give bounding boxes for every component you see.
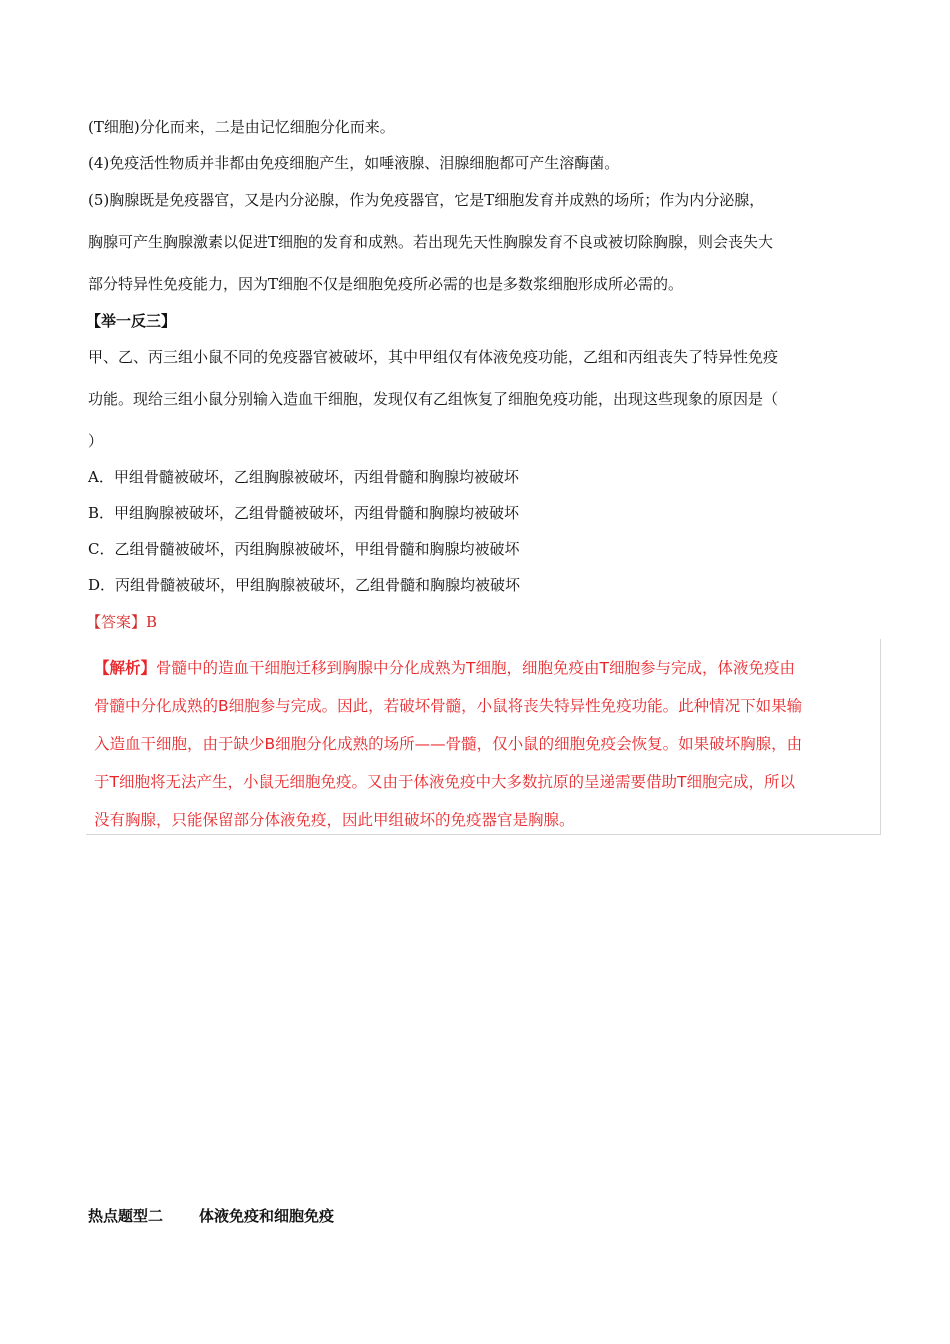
answer: 【答案】B — [86, 613, 158, 631]
intro-line-2: (4)免疫活性物质并非都由免疫细胞产生，如唾液腺、泪腺细胞都可产生溶酶菌。 — [88, 154, 620, 172]
question-line-1: 甲、乙、丙三组小鼠不同的免疫器官被破坏，其中甲组仅有体液免疫功能，乙组和丙组丧失了特异性免疫 — [88, 348, 779, 366]
intro-line-3: (5)胸腺既是免疫器官，又是内分泌腺，作为免疫器官，它是T细胞发育并成熟的场所；作为内分泌腺， — [88, 191, 765, 209]
analysis-line-1-text: 骨髓中的造血干细胞迁移到胸腺中分化成熟为T细胞，细胞免疫由T细胞参与完成，体液免疫由 — [156, 659, 795, 677]
analysis-label: 【解析】 — [94, 659, 157, 677]
analysis-line-3: 入造血干细胞，由于缺少B细胞分化成熟的场所——骨髓，仅小鼠的细胞免疫会恢复。如果破坏胸腺，由 — [94, 735, 803, 753]
section-title — [88, 1206, 334, 1226]
section-name: 体液免疫和细胞免疫 — [199, 1207, 335, 1225]
question-line-2: 功能。现给三组小鼠分别输入造血干细胞，发现仅有乙组恢复了细胞免疫功能，出现这些现象的原因是（ — [88, 390, 779, 408]
analysis-line-1 — [94, 657, 879, 679]
intro-line-5: 部分特异性免疫能力，因为T细胞不仅是细胞免疫所必需的也是多数浆细胞形成所必需的。 — [88, 275, 684, 293]
intro-line-4: 胸腺可产生胸腺激素以促进T细胞的发育和成熟。若出现先天性胸腺发育不良或被切除胸腺，则会丧失大 — [88, 233, 774, 251]
option-a: A．甲组骨髓被破坏，乙组胸腺被破坏，丙组骨髓和胸腺均被破坏 — [88, 468, 519, 486]
section-number: 热点题型二 — [88, 1207, 164, 1225]
analysis-box — [86, 639, 881, 835]
analysis-line-2: 骨髓中分化成熟的B细胞参与完成。因此，若破坏骨髓，小鼠将丧失特异性免疫功能。此种情况下如果输 — [94, 697, 803, 715]
example-heading: 【举一反三】 — [86, 312, 177, 330]
option-b: B．甲组胸腺被破坏，乙组骨髓被破坏，丙组骨髓和胸腺均被破坏 — [88, 504, 520, 522]
analysis-line-4: 于T细胞将无法产生，小鼠无细胞免疫。又由于体液免疫中大多数抗原的呈递需要借助T细胞完成，所以 — [94, 773, 795, 791]
intro-line-1: (T细胞)分化而来，二是由记忆细胞分化而来。 — [88, 118, 395, 136]
analysis-line-5: 没有胸腺，只能保留部分体液免疫，因此甲组破坏的免疫器官是胸腺。 — [94, 811, 575, 829]
question-line-3: ） — [88, 432, 104, 450]
option-d: D．丙组骨髓被破坏，甲组胸腺被破坏，乙组骨髓和胸腺均被破坏 — [88, 576, 521, 594]
option-c: C．乙组骨髓被破坏，丙组胸腺被破坏，甲组骨髓和胸腺均被破坏 — [88, 540, 520, 558]
